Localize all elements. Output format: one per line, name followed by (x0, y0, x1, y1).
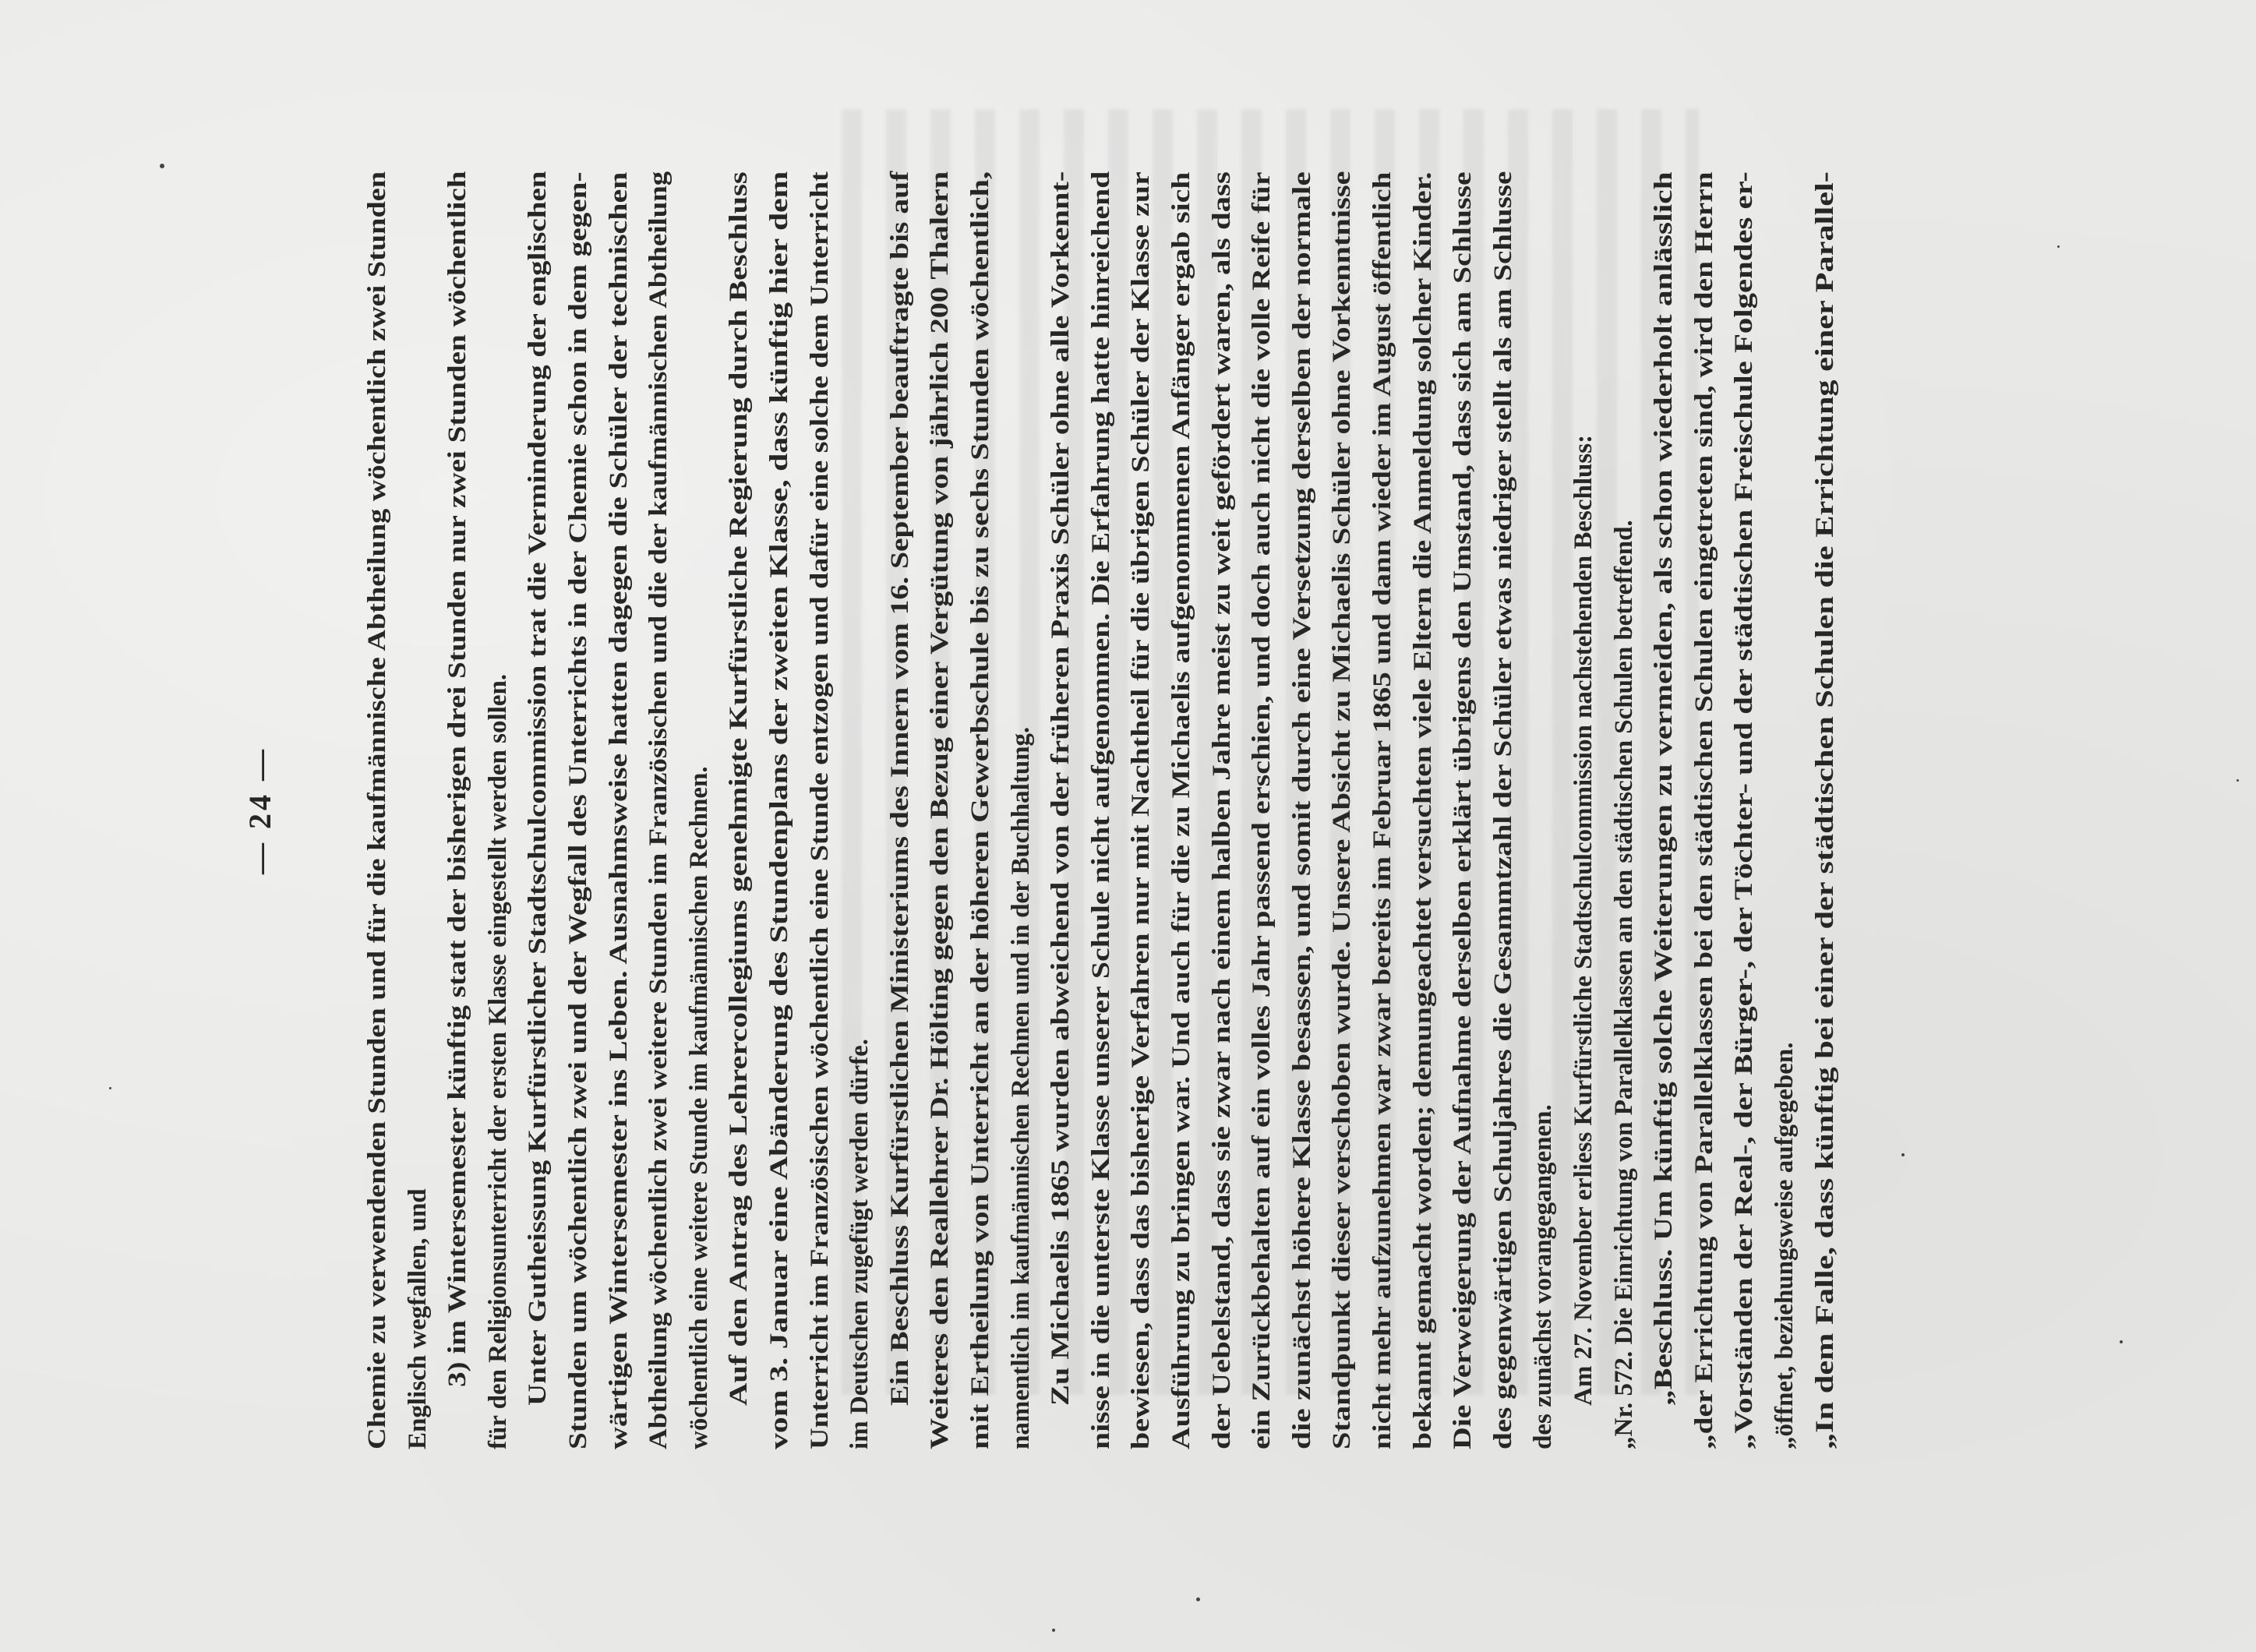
text-line: Stunden um wöchentlich zwei und der Wegfall des Unterrichts in der Chemie schon in dem gegen- (564, 171, 592, 1449)
text-line: Standpunkt dieser verschoben wurde. Unsere Absicht zu Michaelis Schüler ohne Vorkenntnisse (1328, 171, 1357, 1449)
text-line: „öffnet, beziehungsweise aufgegeben. (1771, 1042, 1799, 1449)
scan-speck (1196, 1597, 1200, 1601)
text-line: Ausführung zu bringen war. Und auch für die zu Michaelis aufgenommenen Anfänger ergab sich (1167, 171, 1195, 1449)
scan-speck (160, 164, 164, 168)
text-line: Weiteres den Reallehrer Dr. Hölting gegen den Bezug einer Vergütung von jährlich 200 Thalern (926, 171, 955, 1449)
text-line: Auf den Antrag des Lehrercollegiums genehmigte Kurfürstliche Regierung durch Beschluss (725, 171, 754, 1406)
text-line: bewiesen, dass das bisherige Verfahren nur mit Nachtheil für die übrigen Schüler der Klasse zur (1127, 171, 1156, 1449)
text-line: „Vorständen der Real-, der Bürger-, der Töchter- und der städtischen Freischule Folgendes er- (1730, 171, 1759, 1449)
text-line: Ein Beschluss Kurfürstlichen Ministeriums des Innern vom 16. September beauftragte bis auf (885, 171, 914, 1406)
text-line: für den Religionsunterricht der ersten Klasse eingestellt werden sollen. (483, 673, 512, 1449)
text-line: wöchentlich eine weitere Stunde im kaufmännischen Rechnen. (684, 766, 713, 1449)
text-line: Unter Gutheissung Kurfürstlicher Stadtschulcommission trat die Verminderung der englischen (524, 171, 553, 1406)
text-line: „Nr. 572. Die Einrichtung von Parallelklassen an den städtischen Schulen betreffend. (1609, 520, 1638, 1449)
scan-speck (2120, 1340, 2123, 1343)
text-line: Chemie zu verwendenden Stunden und für die kaufmännische Abtheilung wöchentlich zwei Stunden (363, 171, 391, 1449)
text-line: nisse in die unterste Klasse unserer Schule nicht aufgenommen. Die Erfahrung hatte hinreichend (1086, 171, 1115, 1449)
text-line: ein Zurückbehalten auf ein volles Jahr passend erschien, und doch auch nicht die volle Reife für (1248, 171, 1276, 1449)
scan-speck (2057, 245, 2060, 248)
text-line: namentlich im kaufmännischen Rechnen und in der Buchhaltung. (1006, 726, 1035, 1449)
text-line: die zunächst höhere Klasse besassen, und somit durch eine Versetzung derselben der normale (1287, 171, 1316, 1449)
text-line: vom 3. Januar eine Abänderung des Stundenplans der zweiten Klasse, dass künftig hier dem (765, 171, 793, 1449)
scan-speck (109, 1087, 111, 1089)
text-line: Am 27. November erliess Kurfürstliche Stadtschulcommission nachstehenden Beschluss: (1569, 434, 1598, 1406)
text-line: des gegenwärtigen Schuljahres die Gesammtzahl der Schüler etwas niedriger stellt als am Schlusse (1488, 171, 1517, 1449)
text-line: Die Verweigerung der Aufnahme derselben erklärt übrigens den Umstand, dass sich am Schlusse (1449, 171, 1478, 1449)
text-line: 3) im Wintersemester künftig statt der bisherigen drei Stunden nur zwei Stunden wöchentlich (443, 171, 472, 1387)
text-line: „der Errichtung von Parallelklassen bei den städtischen Schulen eingetreten sind, wird den Herrn (1689, 171, 1718, 1449)
text-line: des zunächst vorangegangenen. (1529, 1104, 1558, 1449)
scan-speck (2237, 779, 2239, 782)
text-line: bekannt gemacht worden; demungeachtet versuchten viele Eltern die Anmeldung solcher Kinder. (1408, 171, 1437, 1449)
scan-speck (1052, 1629, 1055, 1632)
text-line: Englisch wegfallen, und (403, 1188, 432, 1449)
rotated-text-block (242, 171, 1847, 1449)
scan-speck (1901, 1153, 1905, 1156)
text-line: Unterricht im Französischen wöchentlich eine Stunde entzogen und dafür eine solche dem Unterricht (805, 171, 834, 1449)
text-line: „In dem Falle, dass künftig bei einer der städtischen Schulen die Errichtung einer Parallel- (1810, 171, 1839, 1449)
text-line: Zu Michaelis 1865 wurden abweichend von der früheren Praxis Schüler ohne alle Vorkennt- (1047, 171, 1075, 1406)
page-number: — 24 — (242, 747, 277, 874)
text-line: der Uebelstand, dass sie zwar nach einem halben Jahre meist zu weit gefördert waren, als dass (1207, 171, 1236, 1449)
text-line: Abtheilung wöchentlich zwei weitere Stunden im Französischen und die der kaufmännischen Abtheilung (644, 171, 673, 1449)
text-line: wärtigen Wintersemester ins Leben. Ausnahmsweise hatten dagegen die Schüler der technischen (604, 171, 633, 1449)
text-line: im Deutschen zugefügt werden dürfe. (846, 1038, 874, 1449)
text-line: „Beschluss. Um künftig solche Weiterungen zu vermeiden, als schon wiederholt anlässlich (1650, 171, 1679, 1406)
text-line: mit Ertheilung von Unterricht an der höheren Gewerbschule bis zu sechs Stunden wöchentlich, (966, 171, 994, 1449)
text-line: nicht mehr aufzunehmen war zwar bereits im Februar 1865 und dann wieder im August öffentlich (1368, 171, 1396, 1449)
